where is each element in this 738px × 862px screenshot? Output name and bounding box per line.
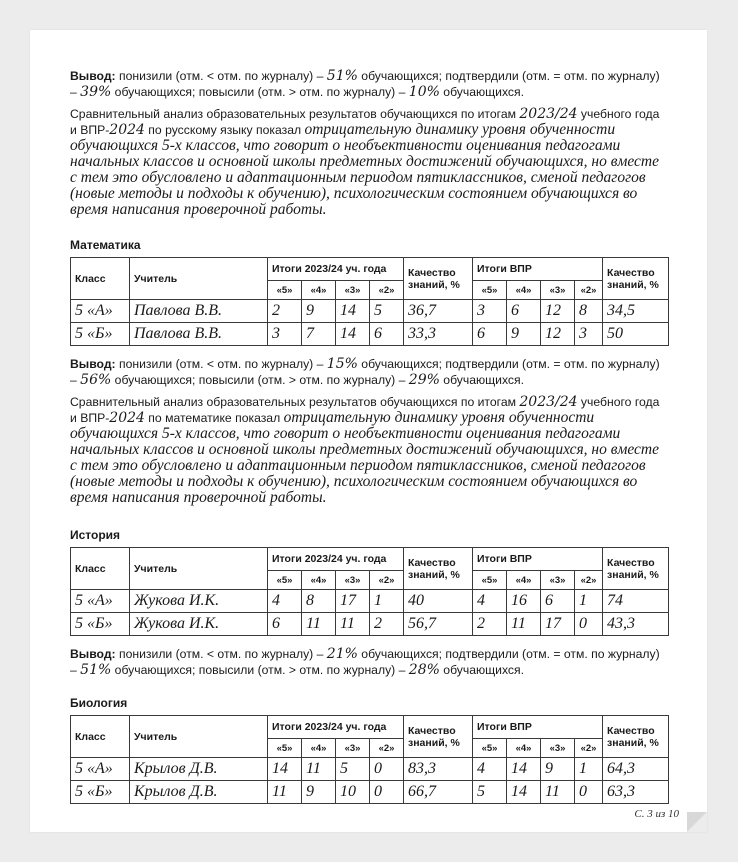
cell-value: 14	[507, 781, 541, 804]
conclusion-text: обучающихся.	[439, 85, 525, 99]
conclusion-text: обучающихся; повысили (отм. > отм. по журналу) –	[111, 85, 409, 99]
cell-value: 1	[370, 590, 404, 613]
cell-value: 9	[541, 758, 575, 781]
cell-value: 3	[575, 323, 603, 346]
cell-quality: 56,7	[404, 613, 473, 636]
cell-teacher: Крылов Д.В.	[130, 781, 268, 804]
header-quality: Качество знаний, %	[404, 548, 473, 590]
cell-value: 2	[268, 300, 302, 323]
cell-value: 0	[370, 781, 404, 804]
header-year-results: Итоги 2023/24 уч. года	[268, 258, 404, 281]
analysis-text: по математике показал	[144, 411, 284, 425]
header-quality: Качество знаний, %	[603, 548, 669, 590]
cell-value: 6	[541, 590, 575, 613]
conclusion-value: 10%	[408, 84, 440, 100]
conclusion-value: 29%	[408, 372, 440, 388]
cell-value: 12	[541, 300, 575, 323]
cell-value: 7	[302, 323, 336, 346]
table-row	[71, 590, 669, 613]
cell-value: 9	[507, 323, 541, 346]
cell-value: 14	[507, 758, 541, 781]
cell-value: 5	[370, 300, 404, 323]
analysis-russian	[70, 106, 668, 218]
conclusion-value: 21%	[326, 646, 358, 662]
header-grade-2: «2»	[575, 571, 603, 590]
cell-value: 14	[336, 300, 370, 323]
cell-value: 16	[507, 590, 541, 613]
header-grade-4: «4»	[302, 739, 336, 758]
cell-value: 11	[507, 613, 541, 636]
cell-value: 3	[268, 323, 302, 346]
table-history	[70, 547, 669, 636]
conclusion-value: 28%	[408, 662, 440, 678]
conclusion-text: обучающихся; подтвердили (отм. = отм. по журналу) –	[70, 357, 660, 387]
header-grade-2: «2»	[370, 739, 404, 758]
conclusion-history	[70, 646, 668, 678]
analysis-math	[70, 394, 668, 506]
cell-class: 5 «Б»	[71, 323, 130, 346]
cell-value: 10	[336, 781, 370, 804]
header-quality: Качество знаний, %	[404, 258, 473, 300]
cell-class: 5 «А»	[71, 758, 130, 781]
header-grade-5: «5»	[268, 571, 302, 590]
header-class: Класс	[71, 716, 130, 758]
analysis-text: Сравнительный анализ образовательных результатов обучающихся по итогам	[70, 395, 520, 409]
cell-value: 4	[268, 590, 302, 613]
analysis-text: учебного года и ВПР-	[70, 395, 660, 425]
table-math	[70, 257, 669, 346]
section-title-math: Математика	[70, 238, 141, 252]
analysis-year: 2023/24	[519, 106, 578, 122]
cell-value: 4	[473, 758, 507, 781]
conclusion-text: понизили (отм. < отм. по журналу) –	[115, 647, 327, 661]
cell-value: 17	[541, 613, 575, 636]
cell-value: 6	[370, 323, 404, 346]
cell-value: 17	[336, 590, 370, 613]
header-class: Класс	[71, 258, 130, 300]
conclusion-text: обучающихся; повысили (отм. > отм. по журналу) –	[111, 373, 409, 387]
table-row	[71, 613, 669, 636]
header-grade-4: «4»	[302, 281, 336, 300]
cell-teacher: Жукова И.К.	[130, 590, 268, 613]
header-vpr-results: Итоги ВПР	[473, 716, 603, 739]
cell-quality: 40	[404, 590, 473, 613]
conclusion-value: 15%	[326, 356, 358, 372]
header-grade-5: «5»	[268, 739, 302, 758]
page-number: С. 3 из 10	[634, 808, 679, 820]
document-page	[30, 30, 707, 832]
cell-value: 14	[336, 323, 370, 346]
conclusion-text: обучающихся; подтвердили (отм. = отм. по журналу) –	[70, 69, 660, 99]
table-biology	[70, 715, 669, 804]
conclusion-value: 51%	[80, 662, 112, 678]
cell-value: 11	[268, 781, 302, 804]
analysis-text: по русскому языку показал	[144, 123, 305, 137]
cell-value: 2	[370, 613, 404, 636]
conclusion-russian	[70, 68, 668, 100]
section-title-biology: Биология	[70, 696, 128, 710]
cell-class: 5 «А»	[71, 590, 130, 613]
cell-value: 1	[575, 590, 603, 613]
header-grade-5: «5»	[268, 281, 302, 300]
header-grade-4: «4»	[302, 571, 336, 590]
cell-value: 8	[575, 300, 603, 323]
header-grade-5: «5»	[473, 281, 507, 300]
cell-quality: 83,3	[404, 758, 473, 781]
cell-value: 11	[302, 613, 336, 636]
conclusion-label: Вывод:	[70, 69, 116, 83]
cell-quality: 50	[603, 323, 669, 346]
header-grade-4: «4»	[507, 571, 541, 590]
analysis-italic: отрицательную динамику уровня обученности обучающихся 5-х классов, что говорит о необъективности оценивания педагогами начальных классов и основной школы предметных достижений обучающихся, но вместе с тем это обусловлено и адаптационным периодом пятиклассников, сменой педагогов (новые методы и подходы к обучению), психологическим состоянием обучающихся во время написания проверочной работы.	[70, 409, 659, 506]
header-class: Класс	[71, 548, 130, 590]
analysis-year: 2023/24	[519, 394, 578, 410]
cell-value: 8	[302, 590, 336, 613]
cell-value: 6	[268, 613, 302, 636]
table-row	[71, 758, 669, 781]
conclusion-text: обучающихся.	[439, 663, 525, 677]
section-title-history: История	[70, 528, 121, 542]
cell-value: 11	[336, 613, 370, 636]
analysis-italic: отрицательную динамику уровня обученности обучающихся 5-х классов, что говорит о необъективности оценивания педагогами начальных классов и основной школы предметных достижений обучающихся, но вместе с тем это обусловлено и адаптационным периодом пятиклассников, сменой педагогов (новые методы и подходы к обучению), психологическим состоянием обучающихся во время написания проверочной работы.	[70, 121, 659, 218]
header-grade-2: «2»	[370, 281, 404, 300]
cell-value: 12	[541, 323, 575, 346]
cell-quality: 74	[603, 590, 669, 613]
header-grade-3: «3»	[541, 739, 575, 758]
header-vpr-results: Итоги ВПР	[473, 258, 603, 281]
cell-teacher: Павлова В.В.	[130, 323, 268, 346]
cell-teacher: Павлова В.В.	[130, 300, 268, 323]
header-quality: Качество знаний, %	[603, 258, 669, 300]
conclusion-text: обучающихся; подтвердили (отм. = отм. по журналу) –	[70, 647, 660, 677]
page-content	[70, 68, 668, 804]
cell-value: 11	[302, 758, 336, 781]
cell-value: 3	[473, 300, 507, 323]
cell-value: 9	[302, 781, 336, 804]
header-grade-3: «3»	[336, 571, 370, 590]
header-quality: Качество знаний, %	[404, 716, 473, 758]
cell-value: 5	[336, 758, 370, 781]
cell-value: 6	[473, 323, 507, 346]
header-grade-5: «5»	[473, 571, 507, 590]
cell-class: 5 «Б»	[71, 781, 130, 804]
cell-value: 5	[473, 781, 507, 804]
cell-teacher: Крылов Д.В.	[130, 758, 268, 781]
table-row	[71, 300, 669, 323]
header-grade-2: «2»	[575, 739, 603, 758]
header-teacher: Учитель	[130, 716, 268, 758]
cell-quality: 64,3	[603, 758, 669, 781]
analysis-text: Сравнительный анализ образовательных результатов обучающихся по итогам	[70, 107, 520, 121]
cell-value: 9	[302, 300, 336, 323]
header-teacher: Учитель	[130, 548, 268, 590]
cell-quality: 66,7	[404, 781, 473, 804]
conclusion-text: обучающихся.	[439, 373, 525, 387]
header-teacher: Учитель	[130, 258, 268, 300]
cell-value: 0	[575, 781, 603, 804]
page-corner-fold	[687, 812, 707, 832]
cell-value: 1	[575, 758, 603, 781]
conclusion-value: 39%	[80, 84, 112, 100]
cell-quality: 33,3	[404, 323, 473, 346]
conclusion-value: 56%	[80, 372, 112, 388]
cell-value: 4	[473, 590, 507, 613]
header-grade-3: «3»	[541, 571, 575, 590]
cell-quality: 43,3	[603, 613, 669, 636]
cell-quality: 34,5	[603, 300, 669, 323]
cell-value: 0	[575, 613, 603, 636]
header-year-results: Итоги 2023/24 уч. года	[268, 548, 404, 571]
conclusion-label: Вывод:	[70, 647, 116, 661]
conclusion-value: 51%	[326, 68, 358, 84]
analysis-text: учебного года и ВПР-	[70, 107, 660, 137]
header-grade-3: «3»	[336, 739, 370, 758]
analysis-vpr-year: 2024	[109, 122, 145, 138]
header-grade-5: «5»	[473, 739, 507, 758]
cell-teacher: Жукова И.К.	[130, 613, 268, 636]
header-grade-2: «2»	[370, 571, 404, 590]
header-year-results: Итоги 2023/24 уч. года	[268, 716, 404, 739]
cell-value: 14	[268, 758, 302, 781]
conclusion-text: обучающихся; повысили (отм. > отм. по журналу) –	[111, 663, 409, 677]
cell-class: 5 «Б»	[71, 613, 130, 636]
analysis-vpr-year: 2024	[109, 410, 145, 426]
cell-value: 6	[507, 300, 541, 323]
table-row	[71, 781, 669, 804]
header-grade-3: «3»	[541, 281, 575, 300]
header-grade-4: «4»	[507, 739, 541, 758]
cell-quality: 63,3	[603, 781, 669, 804]
table-row	[71, 323, 669, 346]
cell-value: 2	[473, 613, 507, 636]
conclusion-math	[70, 356, 668, 388]
cell-class: 5 «А»	[71, 300, 130, 323]
header-grade-3: «3»	[336, 281, 370, 300]
cell-value: 11	[541, 781, 575, 804]
header-quality: Качество знаний, %	[603, 716, 669, 758]
cell-quality: 36,7	[404, 300, 473, 323]
cell-value: 0	[370, 758, 404, 781]
header-grade-2: «2»	[575, 281, 603, 300]
conclusion-text: понизили (отм. < отм. по журналу) –	[115, 357, 327, 371]
conclusion-label: Вывод:	[70, 357, 116, 371]
conclusion-text: понизили (отм. < отм. по журналу) –	[115, 69, 327, 83]
header-vpr-results: Итоги ВПР	[473, 548, 603, 571]
header-grade-4: «4»	[507, 281, 541, 300]
